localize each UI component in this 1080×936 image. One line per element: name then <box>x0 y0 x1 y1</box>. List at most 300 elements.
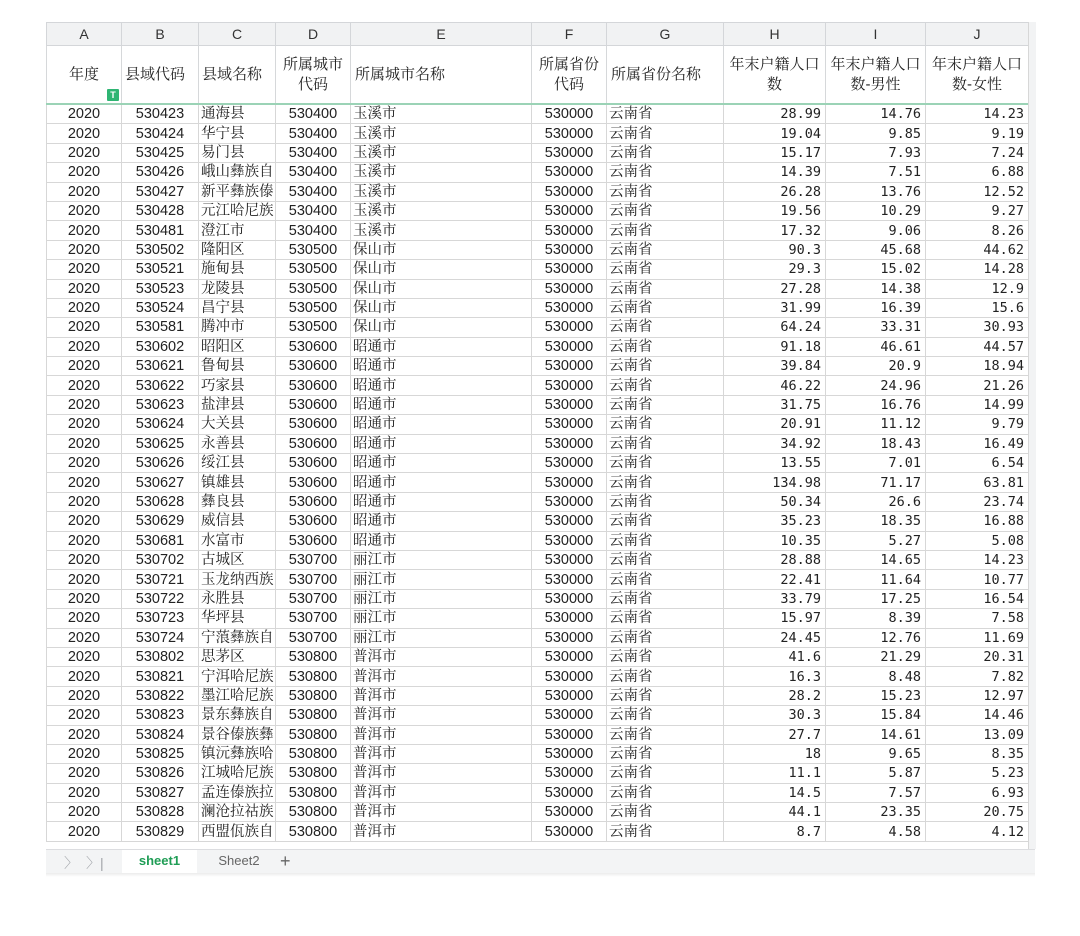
cell-county-code[interactable]: 530502 <box>122 240 199 259</box>
cell-province-name[interactable]: 云南省 <box>607 473 724 492</box>
cell-population-total[interactable]: 46.22 <box>724 376 826 395</box>
cell-year[interactable]: 2020 <box>47 357 122 376</box>
cell-city-name[interactable]: 普洱市 <box>351 783 532 802</box>
header-cell-county-name[interactable]: 县域名称 <box>199 46 276 105</box>
cell-population-female[interactable]: 9.27 <box>926 201 1029 220</box>
cell-county-name[interactable]: 宁洱哈尼族 <box>199 667 276 686</box>
cell-year[interactable]: 2020 <box>47 434 122 453</box>
cell-population-male[interactable]: 7.51 <box>826 163 926 182</box>
cell-province-name[interactable]: 云南省 <box>607 143 724 162</box>
header-cell-city-code[interactable]: 所属城市代码 <box>276 46 351 105</box>
cell-population-female[interactable]: 16.49 <box>926 434 1029 453</box>
cell-city-name[interactable]: 普洱市 <box>351 686 532 705</box>
add-sheet-button[interactable]: + <box>280 851 291 871</box>
cell-population-female[interactable]: 18.94 <box>926 357 1029 376</box>
cell-year[interactable]: 2020 <box>47 744 122 763</box>
cell-city-name[interactable]: 昭通市 <box>351 473 532 492</box>
cell-population-total[interactable]: 14.39 <box>724 163 826 182</box>
cell-city-name[interactable]: 昭通市 <box>351 492 532 511</box>
cell-population-male[interactable]: 9.65 <box>826 744 926 763</box>
cell-city-code[interactable]: 530500 <box>276 298 351 317</box>
cell-province-code[interactable]: 530000 <box>532 473 607 492</box>
cell-city-name[interactable]: 玉溪市 <box>351 143 532 162</box>
cell-city-code[interactable]: 530600 <box>276 337 351 356</box>
cell-province-code[interactable]: 530000 <box>532 434 607 453</box>
cell-county-name[interactable]: 澄江市 <box>199 221 276 240</box>
cell-year[interactable]: 2020 <box>47 376 122 395</box>
cell-county-code[interactable]: 530424 <box>122 124 199 143</box>
cell-population-total[interactable]: 8.7 <box>724 822 826 841</box>
cell-population-male[interactable]: 7.93 <box>826 143 926 162</box>
cell-province-name[interactable]: 云南省 <box>607 589 724 608</box>
cell-county-code[interactable]: 530425 <box>122 143 199 162</box>
cell-year[interactable]: 2020 <box>47 647 122 666</box>
cell-city-code[interactable]: 530600 <box>276 492 351 511</box>
cell-city-name[interactable]: 玉溪市 <box>351 182 532 201</box>
cell-county-code[interactable]: 530681 <box>122 531 199 550</box>
cell-county-code[interactable]: 530722 <box>122 589 199 608</box>
cell-population-male[interactable]: 15.84 <box>826 706 926 725</box>
cell-county-code[interactable]: 530723 <box>122 609 199 628</box>
cell-county-name[interactable]: 宁蒗彝族自 <box>199 628 276 647</box>
cell-county-name[interactable]: 威信县 <box>199 512 276 531</box>
cell-city-name[interactable]: 保山市 <box>351 240 532 259</box>
column-header[interactable]: A <box>47 23 122 46</box>
cell-population-male[interactable]: 7.57 <box>826 783 926 802</box>
column-header[interactable]: G <box>607 23 724 46</box>
cell-county-name[interactable]: 新平彝族傣 <box>199 182 276 201</box>
cell-county-name[interactable]: 盐津县 <box>199 395 276 414</box>
cell-province-code[interactable]: 530000 <box>532 221 607 240</box>
cell-city-code[interactable]: 530700 <box>276 589 351 608</box>
cell-county-name[interactable]: 玉龙纳西族 <box>199 570 276 589</box>
cell-city-code[interactable]: 530400 <box>276 143 351 162</box>
cell-county-code[interactable]: 530827 <box>122 783 199 802</box>
cell-province-name[interactable]: 云南省 <box>607 706 724 725</box>
cell-county-name[interactable]: 元江哈尼族 <box>199 201 276 220</box>
cell-city-name[interactable]: 昭通市 <box>351 395 532 414</box>
cell-year[interactable]: 2020 <box>47 609 122 628</box>
cell-population-female[interactable]: 12.97 <box>926 686 1029 705</box>
cell-county-name[interactable]: 永胜县 <box>199 589 276 608</box>
cell-county-name[interactable]: 景谷傣族彝 <box>199 725 276 744</box>
cell-county-code[interactable]: 530626 <box>122 454 199 473</box>
cell-year[interactable]: 2020 <box>47 531 122 550</box>
cell-province-name[interactable]: 云南省 <box>607 221 724 240</box>
cell-population-total[interactable]: 134.98 <box>724 473 826 492</box>
cell-province-code[interactable]: 530000 <box>532 357 607 376</box>
cell-population-female[interactable]: 12.52 <box>926 182 1029 201</box>
cell-population-male[interactable]: 24.96 <box>826 376 926 395</box>
cell-province-code[interactable]: 530000 <box>532 550 607 569</box>
cell-population-female[interactable]: 20.31 <box>926 647 1029 666</box>
cell-population-male[interactable]: 4.58 <box>826 822 926 841</box>
cell-county-name[interactable]: 墨江哈尼族 <box>199 686 276 705</box>
cell-population-total[interactable]: 22.41 <box>724 570 826 589</box>
cell-population-male[interactable]: 16.39 <box>826 298 926 317</box>
cell-population-male[interactable]: 9.85 <box>826 124 926 143</box>
cell-year[interactable]: 2020 <box>47 783 122 802</box>
cell-city-name[interactable]: 昭通市 <box>351 434 532 453</box>
prev-sheet-icon[interactable]: 〉 <box>64 855 78 871</box>
column-header[interactable]: J <box>926 23 1029 46</box>
cell-county-code[interactable]: 530481 <box>122 221 199 240</box>
cell-province-name[interactable]: 云南省 <box>607 512 724 531</box>
cell-city-code[interactable]: 530500 <box>276 240 351 259</box>
cell-county-code[interactable]: 530825 <box>122 744 199 763</box>
cell-population-female[interactable]: 10.77 <box>926 570 1029 589</box>
cell-county-code[interactable]: 530524 <box>122 298 199 317</box>
cell-population-male[interactable]: 26.6 <box>826 492 926 511</box>
cell-population-female[interactable]: 16.54 <box>926 589 1029 608</box>
cell-city-name[interactable]: 丽江市 <box>351 570 532 589</box>
cell-county-code[interactable]: 530821 <box>122 667 199 686</box>
cell-county-code[interactable]: 530622 <box>122 376 199 395</box>
cell-province-code[interactable]: 530000 <box>532 454 607 473</box>
cell-year[interactable]: 2020 <box>47 686 122 705</box>
cell-city-name[interactable]: 昭通市 <box>351 531 532 550</box>
cell-county-name[interactable]: 华宁县 <box>199 124 276 143</box>
cell-city-code[interactable]: 530600 <box>276 531 351 550</box>
cell-year[interactable]: 2020 <box>47 279 122 298</box>
cell-county-name[interactable]: 施甸县 <box>199 260 276 279</box>
cell-city-code[interactable]: 530700 <box>276 628 351 647</box>
cell-year[interactable]: 2020 <box>47 589 122 608</box>
cell-city-code[interactable]: 530600 <box>276 434 351 453</box>
cell-population-male[interactable]: 8.39 <box>826 609 926 628</box>
cell-city-code[interactable]: 530700 <box>276 609 351 628</box>
cell-county-name[interactable]: 易门县 <box>199 143 276 162</box>
cell-province-code[interactable]: 530000 <box>532 764 607 783</box>
cell-city-name[interactable]: 普洱市 <box>351 764 532 783</box>
cell-city-name[interactable]: 普洱市 <box>351 725 532 744</box>
cell-population-female[interactable]: 9.79 <box>926 415 1029 434</box>
cell-city-code[interactable]: 530800 <box>276 686 351 705</box>
cell-city-name[interactable]: 普洱市 <box>351 803 532 822</box>
column-header[interactable]: C <box>199 23 276 46</box>
cell-population-total[interactable]: 17.32 <box>724 221 826 240</box>
cell-province-code[interactable]: 530000 <box>532 706 607 725</box>
cell-province-code[interactable]: 530000 <box>532 686 607 705</box>
cell-province-code[interactable]: 530000 <box>532 260 607 279</box>
cell-county-code[interactable]: 530627 <box>122 473 199 492</box>
cell-population-male[interactable]: 7.01 <box>826 454 926 473</box>
cell-city-name[interactable]: 丽江市 <box>351 609 532 628</box>
cell-county-name[interactable]: 古城区 <box>199 550 276 569</box>
cell-population-total[interactable]: 39.84 <box>724 357 826 376</box>
header-cell-province-name[interactable]: 所属省份名称 <box>607 46 724 105</box>
cell-county-code[interactable]: 530721 <box>122 570 199 589</box>
cell-population-male[interactable]: 15.02 <box>826 260 926 279</box>
cell-province-name[interactable]: 云南省 <box>607 260 724 279</box>
cell-population-total[interactable]: 26.28 <box>724 182 826 201</box>
cell-population-total[interactable]: 28.88 <box>724 550 826 569</box>
cell-population-male[interactable]: 23.35 <box>826 803 926 822</box>
cell-population-total[interactable]: 35.23 <box>724 512 826 531</box>
cell-province-name[interactable]: 云南省 <box>607 104 724 124</box>
cell-population-female[interactable]: 7.82 <box>926 667 1029 686</box>
cell-province-name[interactable]: 云南省 <box>607 628 724 647</box>
cell-population-female[interactable]: 7.58 <box>926 609 1029 628</box>
cell-county-name[interactable]: 水富市 <box>199 531 276 550</box>
cell-province-code[interactable]: 530000 <box>532 337 607 356</box>
spreadsheet-grid[interactable] <box>46 22 1035 842</box>
cell-population-male[interactable]: 17.25 <box>826 589 926 608</box>
cell-county-code[interactable]: 530822 <box>122 686 199 705</box>
cell-city-code[interactable]: 530800 <box>276 822 351 841</box>
cell-province-code[interactable]: 530000 <box>532 376 607 395</box>
cell-province-name[interactable]: 云南省 <box>607 531 724 550</box>
cell-county-code[interactable]: 530523 <box>122 279 199 298</box>
cell-county-code[interactable]: 530628 <box>122 492 199 511</box>
cell-county-name[interactable]: 昌宁县 <box>199 298 276 317</box>
cell-province-name[interactable]: 云南省 <box>607 357 724 376</box>
cell-population-male[interactable]: 11.64 <box>826 570 926 589</box>
cell-year[interactable]: 2020 <box>47 803 122 822</box>
cell-year[interactable]: 2020 <box>47 706 122 725</box>
cell-county-code[interactable]: 530426 <box>122 163 199 182</box>
cell-province-name[interactable]: 云南省 <box>607 647 724 666</box>
cell-population-female[interactable]: 6.88 <box>926 163 1029 182</box>
cell-population-male[interactable]: 5.87 <box>826 764 926 783</box>
cell-city-name[interactable]: 普洱市 <box>351 744 532 763</box>
cell-province-code[interactable]: 530000 <box>532 395 607 414</box>
cell-year[interactable]: 2020 <box>47 240 122 259</box>
cell-province-code[interactable]: 530000 <box>532 667 607 686</box>
cell-city-code[interactable]: 530700 <box>276 550 351 569</box>
cell-city-name[interactable]: 丽江市 <box>351 550 532 569</box>
cell-population-female[interactable]: 8.35 <box>926 744 1029 763</box>
cell-city-code[interactable]: 530500 <box>276 318 351 337</box>
cell-year[interactable]: 2020 <box>47 337 122 356</box>
cell-city-name[interactable]: 保山市 <box>351 318 532 337</box>
cell-province-code[interactable]: 530000 <box>532 143 607 162</box>
cell-province-name[interactable]: 云南省 <box>607 279 724 298</box>
cell-population-total[interactable]: 24.45 <box>724 628 826 647</box>
cell-population-total[interactable]: 27.7 <box>724 725 826 744</box>
cell-province-name[interactable]: 云南省 <box>607 783 724 802</box>
cell-population-male[interactable]: 18.43 <box>826 434 926 453</box>
cell-city-code[interactable]: 530700 <box>276 570 351 589</box>
header-cell-city-name[interactable]: 所属城市名称 <box>351 46 532 105</box>
cell-county-name[interactable]: 峨山彝族自 <box>199 163 276 182</box>
cell-year[interactable]: 2020 <box>47 667 122 686</box>
cell-province-code[interactable]: 530000 <box>532 822 607 841</box>
cell-city-code[interactable]: 530400 <box>276 182 351 201</box>
cell-year[interactable]: 2020 <box>47 124 122 143</box>
cell-population-male[interactable]: 15.23 <box>826 686 926 705</box>
cell-city-code[interactable]: 530800 <box>276 803 351 822</box>
cell-county-name[interactable]: 鲁甸县 <box>199 357 276 376</box>
cell-year[interactable]: 2020 <box>47 182 122 201</box>
cell-province-name[interactable]: 云南省 <box>607 434 724 453</box>
cell-population-male[interactable]: 18.35 <box>826 512 926 531</box>
cell-population-male[interactable]: 10.29 <box>826 201 926 220</box>
cell-city-code[interactable]: 530600 <box>276 357 351 376</box>
cell-county-code[interactable]: 530602 <box>122 337 199 356</box>
cell-population-female[interactable]: 5.23 <box>926 764 1029 783</box>
cell-year[interactable]: 2020 <box>47 298 122 317</box>
cell-county-code[interactable]: 530428 <box>122 201 199 220</box>
cell-population-total[interactable]: 19.56 <box>724 201 826 220</box>
cell-province-code[interactable]: 530000 <box>532 589 607 608</box>
cell-province-name[interactable]: 云南省 <box>607 124 724 143</box>
cell-population-female[interactable]: 20.75 <box>926 803 1029 822</box>
cell-county-name[interactable]: 华坪县 <box>199 609 276 628</box>
cell-province-name[interactable]: 云南省 <box>607 764 724 783</box>
cell-city-code[interactable]: 530400 <box>276 163 351 182</box>
cell-city-code[interactable]: 530800 <box>276 647 351 666</box>
filter-icon[interactable]: T <box>107 89 119 101</box>
cell-population-female[interactable]: 23.74 <box>926 492 1029 511</box>
cell-city-code[interactable]: 530600 <box>276 454 351 473</box>
cell-city-name[interactable]: 玉溪市 <box>351 163 532 182</box>
cell-population-male[interactable]: 14.76 <box>826 104 926 124</box>
column-header[interactable]: F <box>532 23 607 46</box>
cell-county-name[interactable]: 彝良县 <box>199 492 276 511</box>
cell-city-name[interactable]: 玉溪市 <box>351 124 532 143</box>
cell-county-name[interactable]: 昭阳区 <box>199 337 276 356</box>
cell-population-total[interactable]: 50.34 <box>724 492 826 511</box>
cell-county-code[interactable]: 530623 <box>122 395 199 414</box>
cell-population-male[interactable]: 21.29 <box>826 647 926 666</box>
cell-city-name[interactable]: 丽江市 <box>351 628 532 647</box>
cell-county-code[interactable]: 530828 <box>122 803 199 822</box>
cell-population-male[interactable]: 16.76 <box>826 395 926 414</box>
cell-city-name[interactable]: 保山市 <box>351 298 532 317</box>
cell-province-name[interactable]: 云南省 <box>607 318 724 337</box>
cell-city-name[interactable]: 玉溪市 <box>351 104 532 124</box>
header-cell-population-male[interactable]: 年末户籍人口数-男性 <box>826 46 926 105</box>
cell-population-female[interactable]: 8.26 <box>926 221 1029 240</box>
cell-population-female[interactable]: 15.6 <box>926 298 1029 317</box>
cell-year[interactable]: 2020 <box>47 473 122 492</box>
cell-county-code[interactable]: 530621 <box>122 357 199 376</box>
cell-year[interactable]: 2020 <box>47 725 122 744</box>
cell-population-total[interactable]: 27.28 <box>724 279 826 298</box>
cell-county-code[interactable]: 530423 <box>122 104 199 124</box>
cell-population-male[interactable]: 8.48 <box>826 667 926 686</box>
cell-city-code[interactable]: 530500 <box>276 260 351 279</box>
cell-province-code[interactable]: 530000 <box>532 783 607 802</box>
cell-county-name[interactable]: 思茅区 <box>199 647 276 666</box>
column-header[interactable]: B <box>122 23 199 46</box>
cell-population-total[interactable]: 30.3 <box>724 706 826 725</box>
cell-county-code[interactable]: 530702 <box>122 550 199 569</box>
cell-province-name[interactable]: 云南省 <box>607 163 724 182</box>
cell-population-male[interactable]: 5.27 <box>826 531 926 550</box>
cell-year[interactable]: 2020 <box>47 628 122 647</box>
cell-province-name[interactable]: 云南省 <box>607 570 724 589</box>
cell-population-total[interactable]: 33.79 <box>724 589 826 608</box>
cell-city-code[interactable]: 530600 <box>276 376 351 395</box>
cell-year[interactable]: 2020 <box>47 570 122 589</box>
cell-county-name[interactable]: 孟连傣族拉 <box>199 783 276 802</box>
cell-population-female[interactable]: 21.26 <box>926 376 1029 395</box>
column-header[interactable]: E <box>351 23 532 46</box>
cell-province-name[interactable]: 云南省 <box>607 395 724 414</box>
cell-county-name[interactable]: 景东彝族自 <box>199 706 276 725</box>
cell-city-name[interactable]: 丽江市 <box>351 589 532 608</box>
cell-county-name[interactable]: 镇沅彝族哈 <box>199 744 276 763</box>
cell-province-code[interactable]: 530000 <box>532 492 607 511</box>
cell-province-code[interactable]: 530000 <box>532 512 607 531</box>
cell-population-male[interactable]: 71.17 <box>826 473 926 492</box>
cell-province-code[interactable]: 530000 <box>532 298 607 317</box>
cell-population-female[interactable]: 6.54 <box>926 454 1029 473</box>
cell-year[interactable]: 2020 <box>47 415 122 434</box>
cell-city-name[interactable]: 昭通市 <box>351 357 532 376</box>
cell-province-code[interactable]: 530000 <box>532 240 607 259</box>
cell-city-code[interactable]: 530600 <box>276 395 351 414</box>
cell-population-total[interactable]: 31.99 <box>724 298 826 317</box>
cell-year[interactable]: 2020 <box>47 822 122 841</box>
cell-city-name[interactable]: 昭通市 <box>351 512 532 531</box>
cell-province-code[interactable]: 530000 <box>532 725 607 744</box>
cell-province-name[interactable]: 云南省 <box>607 550 724 569</box>
cell-population-female[interactable]: 16.88 <box>926 512 1029 531</box>
cell-population-total[interactable]: 15.97 <box>724 609 826 628</box>
cell-county-name[interactable]: 大关县 <box>199 415 276 434</box>
cell-city-code[interactable]: 530600 <box>276 512 351 531</box>
cell-county-name[interactable]: 龙陵县 <box>199 279 276 298</box>
cell-population-male[interactable]: 14.38 <box>826 279 926 298</box>
cell-county-code[interactable]: 530629 <box>122 512 199 531</box>
cell-province-name[interactable]: 云南省 <box>607 803 724 822</box>
cell-province-name[interactable]: 云南省 <box>607 744 724 763</box>
cell-population-total[interactable]: 20.91 <box>724 415 826 434</box>
cell-city-code[interactable]: 530800 <box>276 764 351 783</box>
cell-city-code[interactable]: 530600 <box>276 473 351 492</box>
cell-county-name[interactable]: 永善县 <box>199 434 276 453</box>
header-cell-province-code[interactable]: 所属省份代码 <box>532 46 607 105</box>
column-header[interactable]: I <box>826 23 926 46</box>
cell-population-male[interactable]: 46.61 <box>826 337 926 356</box>
cell-year[interactable]: 2020 <box>47 454 122 473</box>
cell-city-code[interactable]: 530500 <box>276 279 351 298</box>
cell-population-male[interactable]: 20.9 <box>826 357 926 376</box>
cell-county-name[interactable]: 绥江县 <box>199 454 276 473</box>
cell-city-code[interactable]: 530400 <box>276 104 351 124</box>
vertical-scrollbar[interactable] <box>1028 22 1036 849</box>
cell-population-male[interactable]: 11.12 <box>826 415 926 434</box>
cell-province-code[interactable]: 530000 <box>532 647 607 666</box>
cell-population-female[interactable]: 14.23 <box>926 550 1029 569</box>
cell-county-code[interactable]: 530823 <box>122 706 199 725</box>
cell-province-name[interactable]: 云南省 <box>607 337 724 356</box>
cell-population-total[interactable]: 16.3 <box>724 667 826 686</box>
cell-county-name[interactable]: 巧家县 <box>199 376 276 395</box>
cell-province-name[interactable]: 云南省 <box>607 822 724 841</box>
cell-population-total[interactable]: 90.3 <box>724 240 826 259</box>
cell-city-code[interactable]: 530800 <box>276 725 351 744</box>
cell-county-name[interactable]: 镇雄县 <box>199 473 276 492</box>
cell-population-female[interactable]: 44.57 <box>926 337 1029 356</box>
cell-city-code[interactable]: 530800 <box>276 706 351 725</box>
cell-population-total[interactable]: 14.5 <box>724 783 826 802</box>
cell-city-name[interactable]: 普洱市 <box>351 647 532 666</box>
cell-province-code[interactable]: 530000 <box>532 415 607 434</box>
last-sheet-icon[interactable]: 〉| <box>86 855 104 871</box>
cell-city-name[interactable]: 普洱市 <box>351 667 532 686</box>
cell-county-name[interactable]: 隆阳区 <box>199 240 276 259</box>
header-cell-population-female[interactable]: 年末户籍人口数-女性 <box>926 46 1029 105</box>
cell-province-name[interactable]: 云南省 <box>607 686 724 705</box>
cell-population-total[interactable]: 18 <box>724 744 826 763</box>
cell-population-total[interactable]: 10.35 <box>724 531 826 550</box>
cell-county-code[interactable]: 530724 <box>122 628 199 647</box>
tab-sheet1[interactable]: sheet1 <box>122 850 197 875</box>
